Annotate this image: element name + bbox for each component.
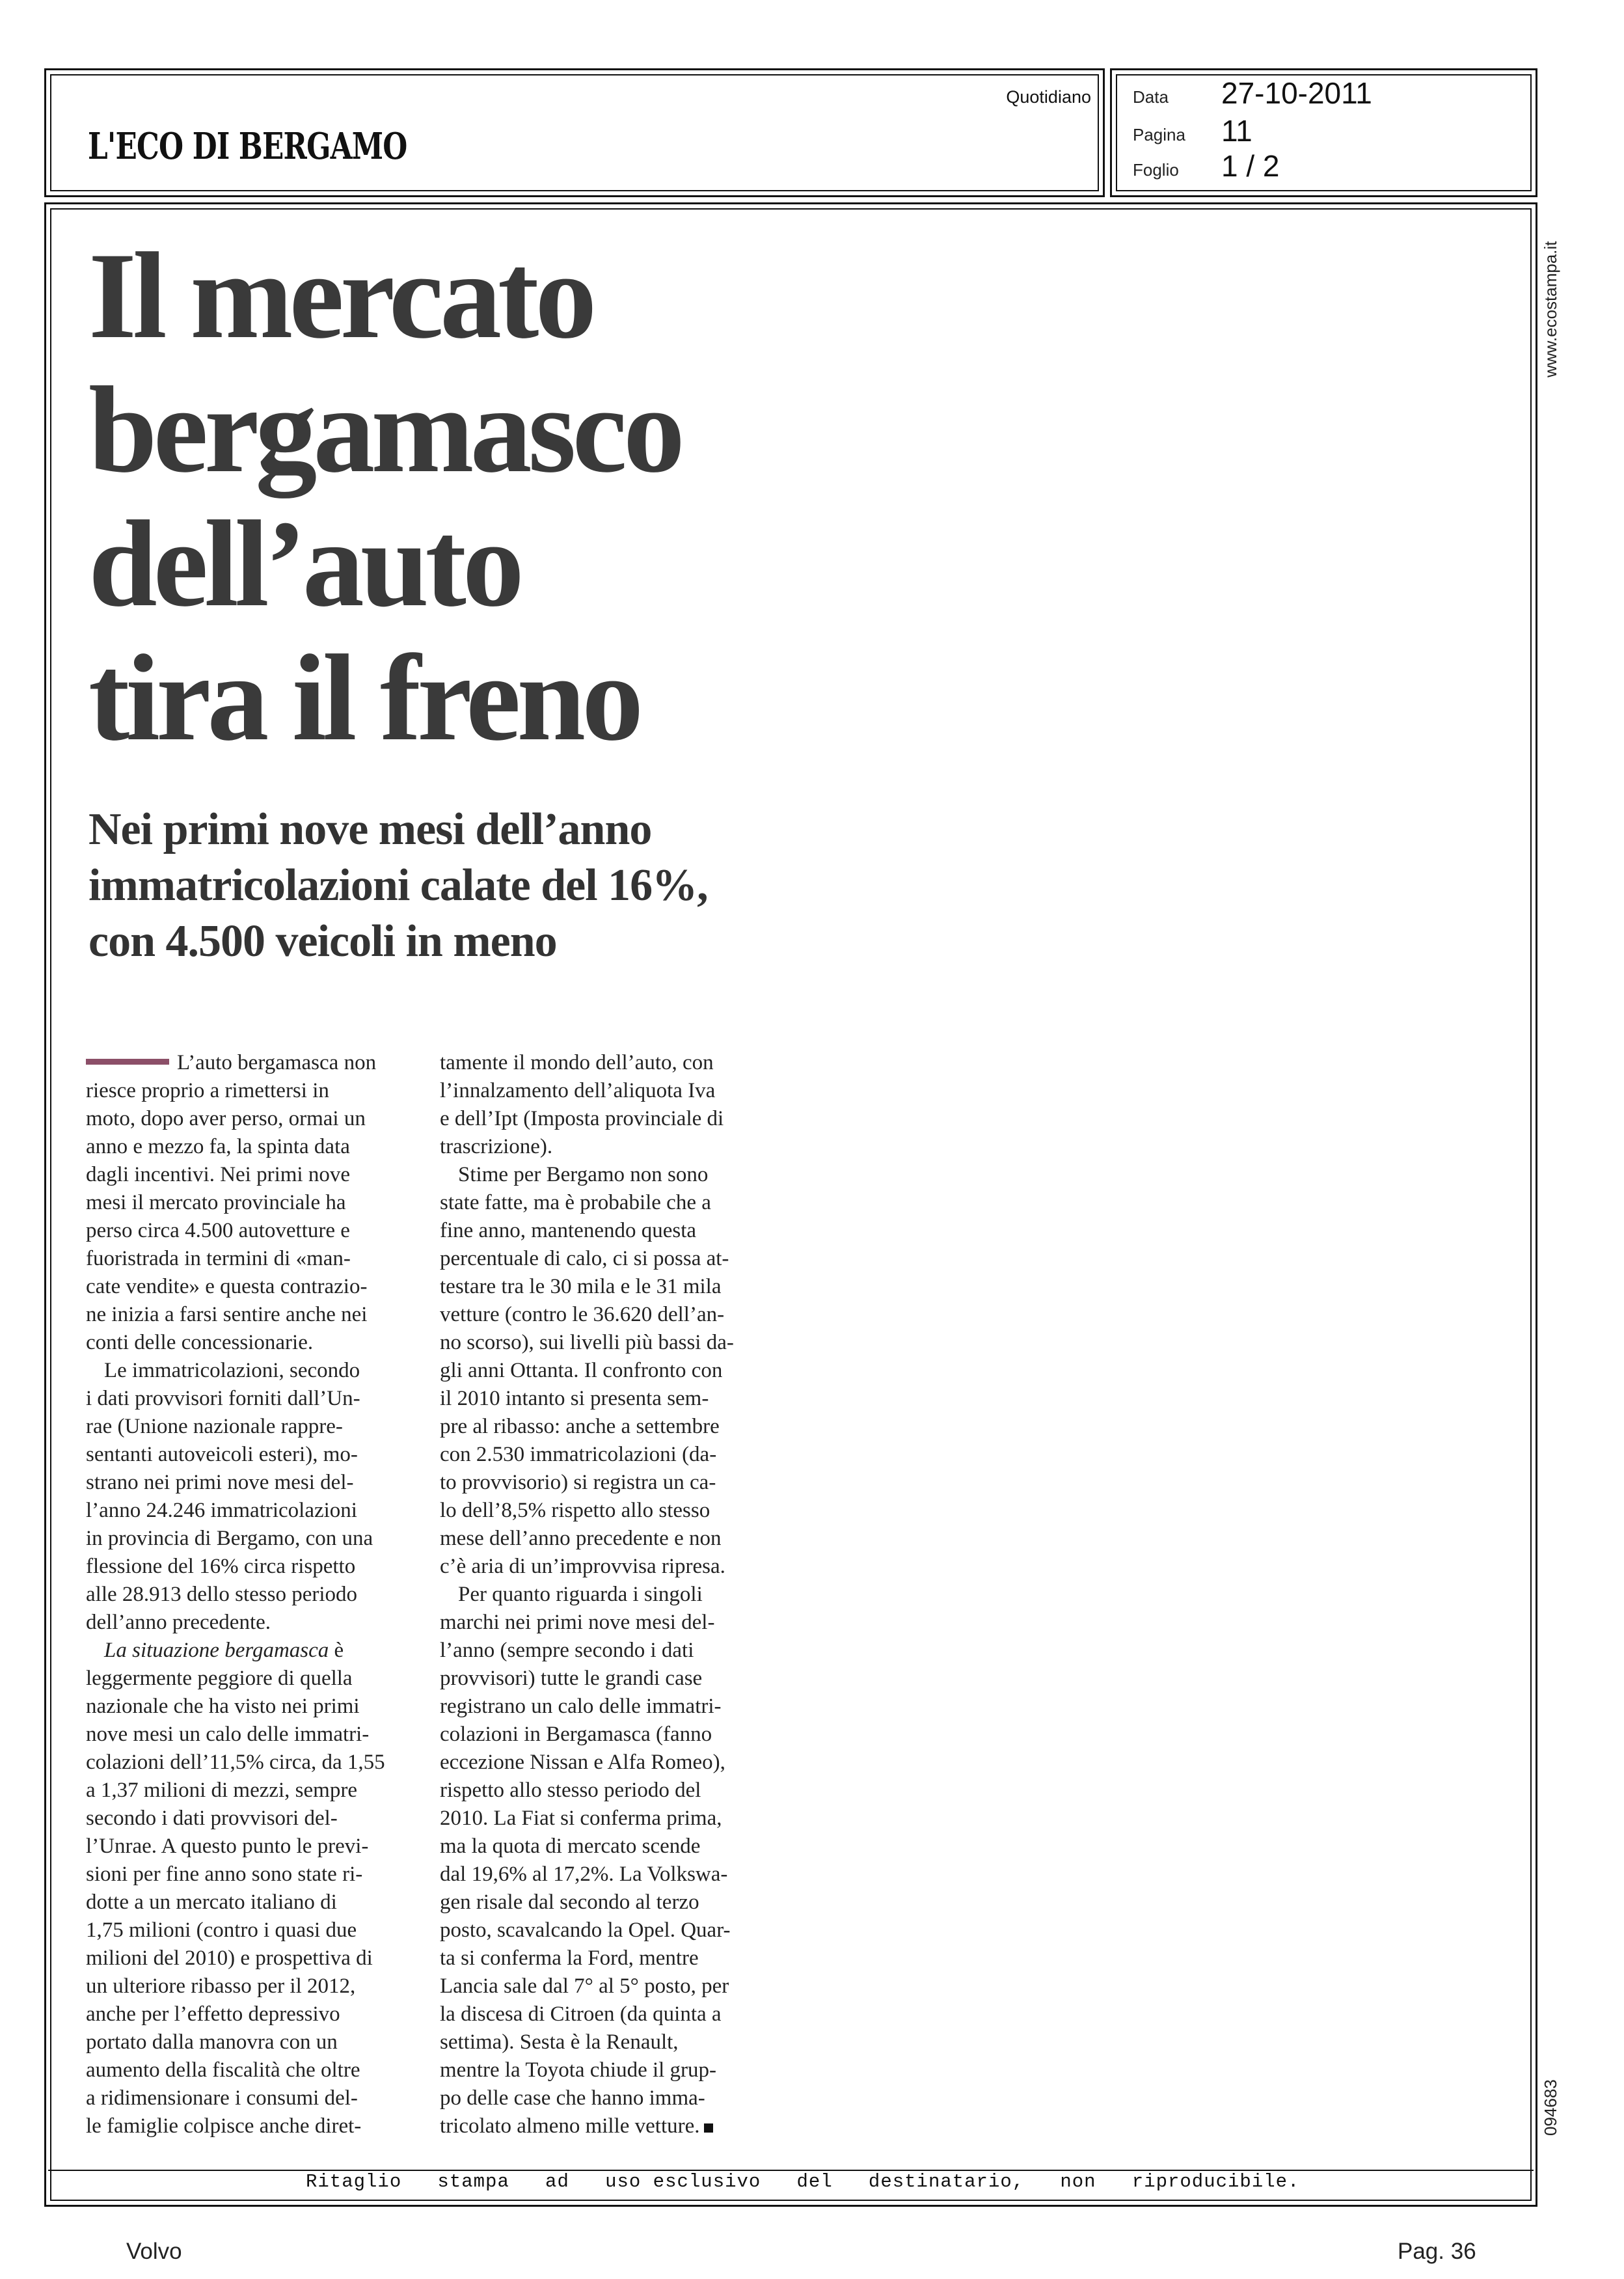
article-text: nove mesi un calo delle immatri- (86, 1723, 370, 1746)
article-text: il 2010 intanto si presenta sem- (440, 1387, 709, 1410)
lead-marker (86, 1059, 169, 1065)
article-text: colazioni dell’11,5% circa, da 1,55 (86, 1751, 385, 1774)
article-text: l’innalzamento dell’aliquota Iva (440, 1079, 716, 1102)
article-text-line (86, 1301, 411, 1329)
headline (88, 229, 869, 765)
footer-page-number: Pag. 36 (1398, 2239, 1476, 2264)
article-text-line (440, 1301, 765, 1329)
article-text: e dell’Ipt (Imposta provinciale di (440, 1107, 724, 1130)
article-column-left (86, 1049, 411, 2140)
article-text-line (440, 2112, 765, 2140)
article-text-line (440, 1665, 765, 1693)
article-text-line (86, 2056, 411, 2084)
article-text: l’anno 24.246 immatricolazioni (86, 1499, 357, 1522)
article-text-line (440, 1609, 765, 1637)
article-text-line (440, 1805, 765, 1833)
article-text-line (440, 1077, 765, 1105)
article-text-line (86, 1917, 411, 1945)
article-text-line (86, 1637, 411, 1665)
article-text-line (440, 1945, 765, 1972)
article-text: po delle case che hanno imma- (440, 2086, 705, 2110)
article-text-line (86, 1189, 411, 1217)
article-text-line (440, 1357, 765, 1385)
article-text-line (440, 1889, 765, 1917)
article-text-line (440, 1469, 765, 1497)
article-text-line (440, 1749, 765, 1777)
article-text: mesi il mercato provinciale ha (86, 1191, 346, 1214)
article-text-line (86, 1217, 411, 1245)
masthead: L'ECO DI BERGAMO (88, 125, 407, 168)
article-text: tricolato almeno mille vetture. (440, 2114, 700, 2138)
article-text-line (440, 2000, 765, 2028)
header-meta-box (1110, 68, 1537, 197)
article-text-line (86, 1469, 411, 1497)
article-text: ma la quota di mercato scende (440, 1835, 701, 1858)
article-text: anno e mezzo fa, la spinta data (86, 1135, 350, 1158)
article-text-line (440, 1161, 765, 1189)
article-text-line (86, 1581, 411, 1609)
article-text: fine anno, mantenendo questa (440, 1219, 697, 1242)
article-text-line (440, 1105, 765, 1133)
footer-left-label: Volvo (126, 2239, 182, 2264)
article-text-line (86, 2000, 411, 2028)
subheadline-line: con 4.500 veicoli in meno (88, 916, 557, 966)
article-text: leggermente peggiore di quella (86, 1667, 353, 1690)
publication-type: Quotidiano (1006, 87, 1091, 107)
article-text-line (440, 1917, 765, 1945)
article-text-line (440, 1273, 765, 1301)
article-text: perso circa 4.500 autovetture e (86, 1219, 350, 1242)
article-text: gen risale dal secondo al terzo (440, 1890, 699, 1914)
article-text: dal 19,6% al 17,2%. La Volkswa- (440, 1863, 728, 1886)
article-text: percentuale di calo, ci si possa at- (440, 1247, 729, 1270)
article-text: un ulteriore ribasso per il 2012, (86, 1974, 356, 1998)
article-text: marchi nei primi nove mesi del- (440, 1611, 715, 1634)
article-text-line (440, 1525, 765, 1553)
article-text: dotte a un mercato italiano di (86, 1890, 337, 1914)
article-text: conti delle concessionarie. (86, 1331, 314, 1354)
side-code: 094683 (1541, 2079, 1560, 2136)
article-text-line (440, 1245, 765, 1273)
article-text: fuoristrada in termini di «man- (86, 1247, 351, 1270)
article-text: state fatte, ma è probabile che a (440, 1191, 711, 1214)
article-text: no scorso), sui livelli più bassi da- (440, 1331, 734, 1354)
article-text-line (86, 1749, 411, 1777)
article-text: mentre la Toyota chiude il grup- (440, 2058, 717, 2082)
article-text-line (86, 1553, 411, 1581)
article-text-line (86, 1693, 411, 1721)
article-text-line (86, 1833, 411, 1861)
article-text-line (86, 1721, 411, 1749)
article-text-line (440, 1217, 765, 1245)
article-text-line (86, 1273, 411, 1301)
article-text-line (86, 1385, 411, 1413)
article-text-line (86, 1133, 411, 1161)
article-text-line (440, 1133, 765, 1161)
side-url: www.ecostampa.it (1541, 241, 1560, 377)
clip-notice: Ritaglio stampa ad uso esclusivo del destinatario, non riproducibile. (306, 2171, 1300, 2192)
article-text: strano nei primi nove mesi del- (86, 1471, 354, 1494)
article-text-line (440, 1413, 765, 1441)
article-text: l’Unrae. A questo punto le previ- (86, 1835, 369, 1858)
article-column-right (440, 1049, 765, 2140)
article-text: i dati provvisori forniti dall’Un- (86, 1387, 360, 1410)
article-text-line (440, 1385, 765, 1413)
article-text-line (440, 1833, 765, 1861)
article-text: portato dalla manovra con un (86, 2030, 338, 2054)
article-text-line (86, 1945, 411, 1972)
headline-line: Il mercato (88, 228, 593, 364)
article-text-line (86, 1329, 411, 1357)
article-text: pre al ribasso: anche a settembre (440, 1415, 720, 1438)
article-text: rae (Unione nazionale rappre- (86, 1415, 343, 1438)
header-meta-inner (1116, 74, 1532, 191)
article-text-line (440, 1693, 765, 1721)
article-text: 2010. La Fiat si conferma prima, (440, 1807, 722, 1830)
article-text: Stime per Bergamo non sono (458, 1163, 709, 1186)
article-text: testare tra le 30 mila e le 31 mila (440, 1275, 722, 1298)
article-text: secondo i dati provvisori del- (86, 1807, 338, 1830)
article-text: mese dell’anno precedente e non (440, 1527, 722, 1550)
article-text-line (440, 1329, 765, 1357)
article-text-line (86, 1609, 411, 1637)
article-text: riesce proprio a rimettersi in (86, 1079, 329, 1102)
article-text: ne inizia a farsi sentire anche nei (86, 1303, 368, 1326)
article-text: a 1,37 milioni di mezzi, sempre (86, 1779, 357, 1802)
article-text: le famiglie colpisce anche diret- (86, 2114, 362, 2138)
article-text: a ridimensionare i consumi del- (86, 2086, 358, 2110)
article-text-line (86, 2028, 411, 2056)
article-text: Lancia sale dal 7° al 5° posto, per (440, 1974, 729, 1998)
article-text-line (86, 1413, 411, 1441)
article-text-line (440, 2056, 765, 2084)
article-text: rispetto allo stesso periodo del (440, 1779, 701, 1802)
article-text: settima). Sesta è la Renault, (440, 2030, 679, 2054)
article-text-line (86, 1497, 411, 1525)
article-text: sioni per fine anno sono state ri- (86, 1863, 363, 1886)
headline-line: bergamasco (88, 362, 681, 498)
article-text: anche per l’effetto depressivo (86, 2002, 340, 2026)
article-text: moto, dopo aver perso, ormai un (86, 1107, 366, 1130)
article-text-line (440, 1553, 765, 1581)
pagina-label: Pagina (1133, 125, 1185, 144)
article-text-line (440, 1861, 765, 1889)
article-text-line (86, 1441, 411, 1469)
article-text-line (86, 2112, 411, 2140)
data-value: 27-10-2011 (1221, 76, 1372, 110)
foglio-value: 1 / 2 (1221, 149, 1280, 183)
foglio-label: Foglio (1133, 160, 1179, 180)
subheadline (88, 802, 804, 970)
article-text-line (86, 1861, 411, 1889)
article-text-line (86, 1161, 411, 1189)
article-text: alle 28.913 dello stesso periodo (86, 1583, 358, 1606)
article-text-line (440, 1497, 765, 1525)
article-text: colazioni in Bergamasca (fanno (440, 1723, 712, 1746)
end-of-article-marker (704, 2123, 713, 2133)
article-text: eccezione Nissan e Alfa Romeo), (440, 1751, 725, 1774)
article-text-line (440, 2084, 765, 2112)
article-text: trascrizione). (440, 1135, 553, 1158)
article-text: 1,75 milioni (contro i quasi due (86, 1918, 357, 1942)
article-text: dell’anno precedente. (86, 1611, 271, 1634)
header-masthead-box (44, 68, 1105, 197)
article-text: cate vendite» e questa contrazio- (86, 1275, 368, 1298)
data-label: Data (1133, 87, 1169, 107)
article-text: tamente il mondo dell’auto, con (440, 1051, 714, 1074)
article-text-line (440, 1777, 765, 1805)
article-text: sentanti autoveicoli esteri), mo- (86, 1443, 358, 1466)
article-text-line (86, 1077, 411, 1105)
article-text-line (440, 2028, 765, 2056)
article-text: c’è aria di un’improvvisa ripresa. (440, 1555, 725, 1578)
article-text-line (86, 1245, 411, 1273)
headline-line: dell’auto (88, 496, 521, 633)
article-text: aumento della fiscalità che oltre (86, 2058, 360, 2082)
article-text: lo dell’8,5% rispetto allo stesso (440, 1499, 710, 1522)
article-text: to provvisorio) si registra un ca- (440, 1471, 716, 1494)
subheadline-line: Nei primi nove mesi dell’anno (88, 804, 652, 854)
article-text: nazionale che ha visto nei primi (86, 1695, 360, 1718)
article-text-line (86, 1357, 411, 1385)
article-text-line (86, 1049, 411, 1077)
article-text-line (440, 1972, 765, 2000)
article-text-line (86, 1525, 411, 1553)
article-text-line (440, 1721, 765, 1749)
headline-line: tira il freno (88, 630, 640, 767)
article-text: l’anno (sempre secondo i dati (440, 1639, 694, 1662)
article-text: ta si conferma la Ford, mentre (440, 1946, 699, 1970)
article-text: registrano un calo delle immatri- (440, 1695, 722, 1718)
article-text-line (440, 1049, 765, 1077)
article-text: Le immatricolazioni, secondo (104, 1359, 360, 1382)
article-text-line (86, 1105, 411, 1133)
article-text: gli anni Ottanta. Il confronto con (440, 1359, 723, 1382)
article-text-line (440, 1441, 765, 1469)
article-text-line (86, 1889, 411, 1917)
article-text-line (440, 1637, 765, 1665)
article-text-line (86, 1972, 411, 2000)
article-text-line (440, 1581, 765, 1609)
article-text-line (86, 2084, 411, 2112)
pagina-value: 11 (1221, 114, 1252, 148)
article-text: con 2.530 immatricolazioni (da- (440, 1443, 717, 1466)
article-text-line (86, 1777, 411, 1805)
article-text: in provincia di Bergamo, con una (86, 1527, 373, 1550)
article-text: milioni del 2010) e prospettiva di (86, 1946, 373, 1970)
article-text-line (86, 1665, 411, 1693)
article-text: Per quanto riguarda i singoli (458, 1583, 703, 1606)
article-text: dagli incentivi. Nei primi nove (86, 1163, 350, 1186)
article-text: posto, scavalcando la Opel. Quar- (440, 1918, 731, 1942)
article-text: vetture (contro le 36.620 dell’an- (440, 1303, 725, 1326)
header-masthead-inner (50, 74, 1099, 191)
article-text-line (440, 1189, 765, 1217)
subheadline-line: immatricolazioni calate del 16%, (88, 860, 708, 910)
article-text: la discesa di Citroen (da quinta a (440, 2002, 722, 2026)
article-text: L’auto bergamasca non (177, 1051, 377, 1074)
article-text: flessione del 16% circa rispetto (86, 1555, 356, 1578)
article-text-line (86, 1805, 411, 1833)
article-text: La situazione bergamasca è (104, 1639, 344, 1662)
article-text: provvisori) tutte le grandi case (440, 1667, 703, 1690)
